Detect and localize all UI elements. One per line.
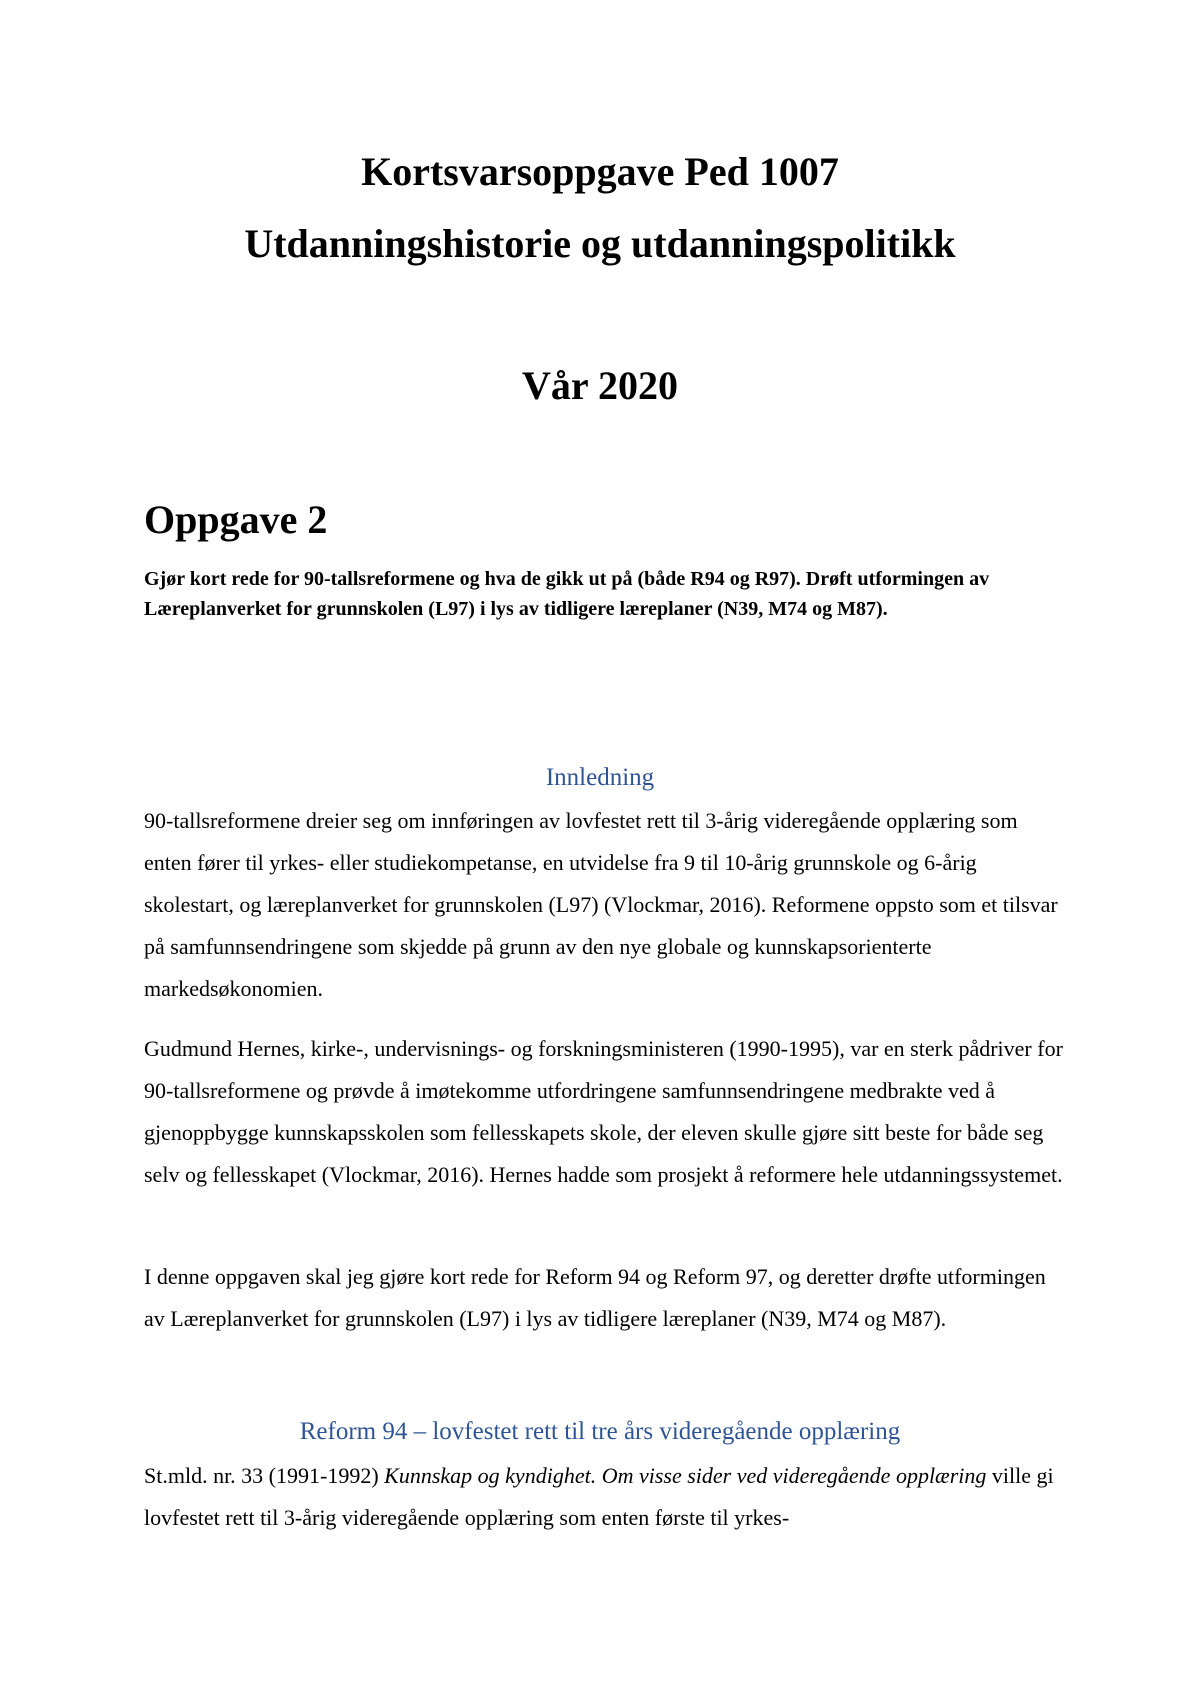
document-title-line-1: Kortsvarsoppgave Ped 1007 <box>361 149 839 194</box>
task-description: Gjør kort rede for 90-tallsreformene og hva de gikk ut på (både R94 og R97). Drøft utformingen av Læreplanverket for grunnskolen (L97) i lys av tidligere læreplaner (N39, M74 og M87). <box>144 568 990 620</box>
task-heading: Oppgave 2 <box>144 497 328 542</box>
document-title-line-2: Utdanningshistorie og utdanningspolitikk <box>244 221 956 266</box>
paragraph-reform-94-end: ville gi lovfestet rett til 3-årig videregående opplæring som enten første til yrkes- <box>144 1463 1054 1530</box>
section-heading-reform-94: Reform 94 – lovfestet rett til tre års videregående opplæring <box>299 1418 901 1445</box>
paragraph-reform-94 <box>144 1455 1064 1539</box>
paragraph-intro-3: I denne oppgaven skal jeg gjøre kort rede for Reform 94 og Reform 97, og deretter drøfte utformingen av Læreplanverket for grunnskolen (L97) i lys av tidligere læreplaner (N39, M74 og M87). <box>144 1264 1046 1331</box>
paragraph-intro-2: Gudmund Hernes, kirke-, undervisnings- og forskningsministeren (1990-1995), var en sterk pådriver for 90-tallsreformene og prøvde å imøtekomme utfordringene samfunnsendringene medbrakte ved å gjenoppbygge kunnskapsskolen som fellesskapets skole, der eleven skulle gjøre sitt beste for både seg selv og fellesskapet (Vlockmar, 2016). Hernes hadde som prosjekt å reformere hele utdanningssystemet. <box>144 1036 1063 1187</box>
paragraph-intro-1: 90-tallsreformene dreier seg om innføringen av lovfestet rett til 3-årig videregående opplæring som enten fører til yrkes- eller studiekompetanse, en utvidelse fra 9 til 10-årig grunnskole og 6-årig skolestart, og læreplanverket for grunnskolen (L97) (Vlockmar, 2016). Reformene oppsto som et tilsvar på samfunnsendringene som skjedde på grunn av den nye globale og kunnskapsorienterte markedsøkonomien. <box>144 808 1058 1001</box>
section-heading-innledning: Innledning <box>545 764 655 791</box>
paragraph-reform-94-start: St.mld. nr. 33 (1991-1992) <box>144 1463 385 1488</box>
paragraph-reform-94-italic: Kunnskap og kyndighet. Om visse sider ved videregående opplæring <box>384 1463 987 1488</box>
document-term: Vår 2020 <box>522 363 678 408</box>
